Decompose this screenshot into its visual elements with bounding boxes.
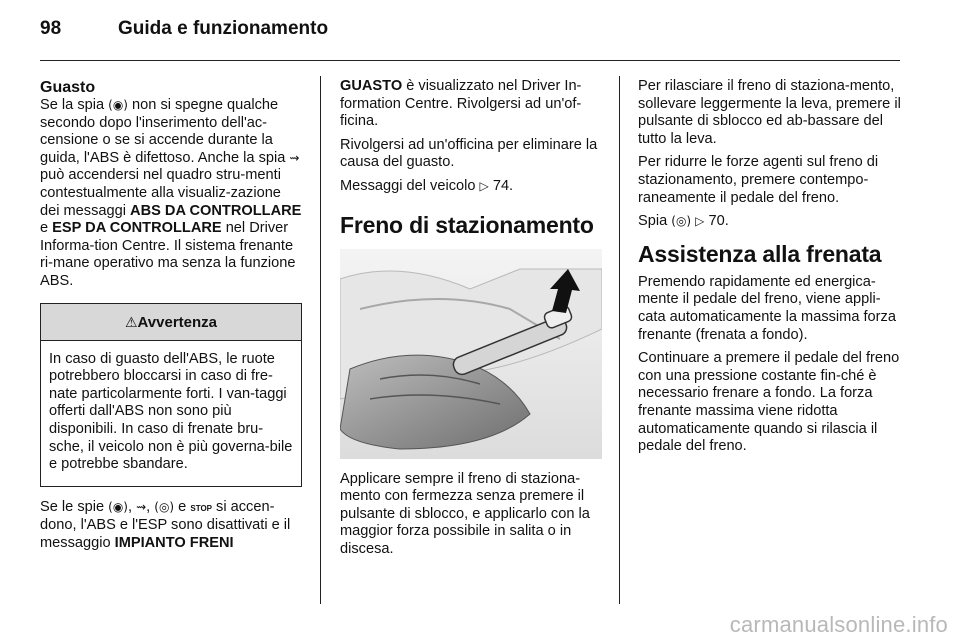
warning-box — [40, 303, 302, 487]
abs-fault-paragraph: Se la spia (◉) non si spegne qualche secondo dopo l'inserimento dell'ac-censione o se si accende durante la guida, l'ABS è difettoso. Anche la spia ⇝ può accendersi nel quadro stru-menti contestualmente alla visualiz-zazione dei messaggi ABS DA CONTROLLARE e ESP DA CONTROLLARE nel Driver Informa-tion Centre. Il sistema frenante ri-mane operativo ma senza la funzione ABS. — [40, 97, 302, 289]
vehicle-messages-reference: Messaggi del veicolo ▷ 74. — [340, 177, 514, 194]
warning-triangle-icon: ⚠ — [124, 313, 138, 330]
watermark: carmanualsonline.info — [729, 612, 948, 637]
section-heading-parking-brake: Freno di stazionamento — [340, 211, 594, 238]
brake-warning-icon: (◎) — [671, 214, 692, 229]
brake-assist-paragraph-2: Continuare a premere il pedale del freno con una pressione costante fin-ché è necessario frenare a fondo. La forza frenante massima viene ridotta automaticamente quando si rilascia il pedale del freno. — [638, 350, 900, 455]
column-divider-2 — [619, 76, 620, 604]
warning-header: ⚠Avvertenza — [41, 304, 301, 341]
esp-warning-icon: ⇝ — [289, 150, 300, 165]
apply-parking-brake-paragraph: Applicare sempre il freno di staziona-mento con fermezza senza premere il pulsante di sblocco, e applicarlo con la maggior forza possibile in salita o in discesa. — [340, 470, 590, 557]
abs-warning-icon: (◉) — [108, 98, 128, 112]
release-parking-brake-paragraph: Per rilasciare il freno di staziona-mento, sollevare leggermente la leva, premere il pulsante di sblocco ed ab-bassare del tutto la leva. — [638, 78, 901, 147]
warning-light-reference: Spia (◎) ▷ 70. — [638, 213, 729, 230]
column-3 — [638, 78, 903, 462]
brake-assist-paragraph-1: Premendo rapidamente ed energica-mente il pedale del freno, viene appli-cata automaticamente la massima forza frenante (frenata a fondo). — [638, 273, 896, 343]
page-reference-icon: ▷ — [695, 214, 705, 229]
workshop-paragraph: Rivolgersi ad un'officina per eliminare la causa del guasto. — [340, 136, 598, 171]
page-reference-icon: ▷ — [479, 178, 489, 193]
page-number: 98 — [40, 18, 62, 39]
section-heading-brake-assist: Assistenza alla frenata — [638, 240, 882, 267]
parking-brake-illustration — [340, 249, 602, 459]
stop-icon: STOP — [190, 503, 212, 513]
abs-warning-icon: (◉) — [108, 499, 128, 514]
brake-warning-icon: (◎) — [154, 499, 175, 514]
column-1 — [40, 78, 303, 558]
header-rule — [40, 60, 900, 61]
abs-esp-disabled-paragraph: Se le spie (◉), ⇝, (◎) e STOP si accen-dono, l'ABS e l'ESP sono disattivati e il messaggio IMPIANTO FRENI — [40, 498, 291, 551]
column-divider-1 — [320, 76, 321, 604]
section-heading-guasto: Guasto — [40, 79, 96, 96]
warning-text: In caso di guasto dell'ABS, le ruote potrebbero bloccarsi in caso di fre-nate particolarmente forti. I van-taggi offerti dall'ABS non sono più disponibili. In caso di frenate bru-sche, il veicolo non è più governa-bile e potrebbe sbandare. — [49, 350, 293, 473]
page-title: Guida e funzionamento — [118, 18, 329, 39]
guasto-message-paragraph: GUASTO è visualizzato nel Driver In-formation Centre. Rivolgersi ad un'of-ficina. — [340, 78, 582, 130]
column-2 — [340, 78, 603, 565]
esp-warning-icon: ⇝ — [136, 499, 147, 514]
reduce-forces-paragraph: Per ridurre le forze agenti sul freno di stazionamento, premere contempo-raneamente il pedale del freno. — [638, 154, 879, 206]
